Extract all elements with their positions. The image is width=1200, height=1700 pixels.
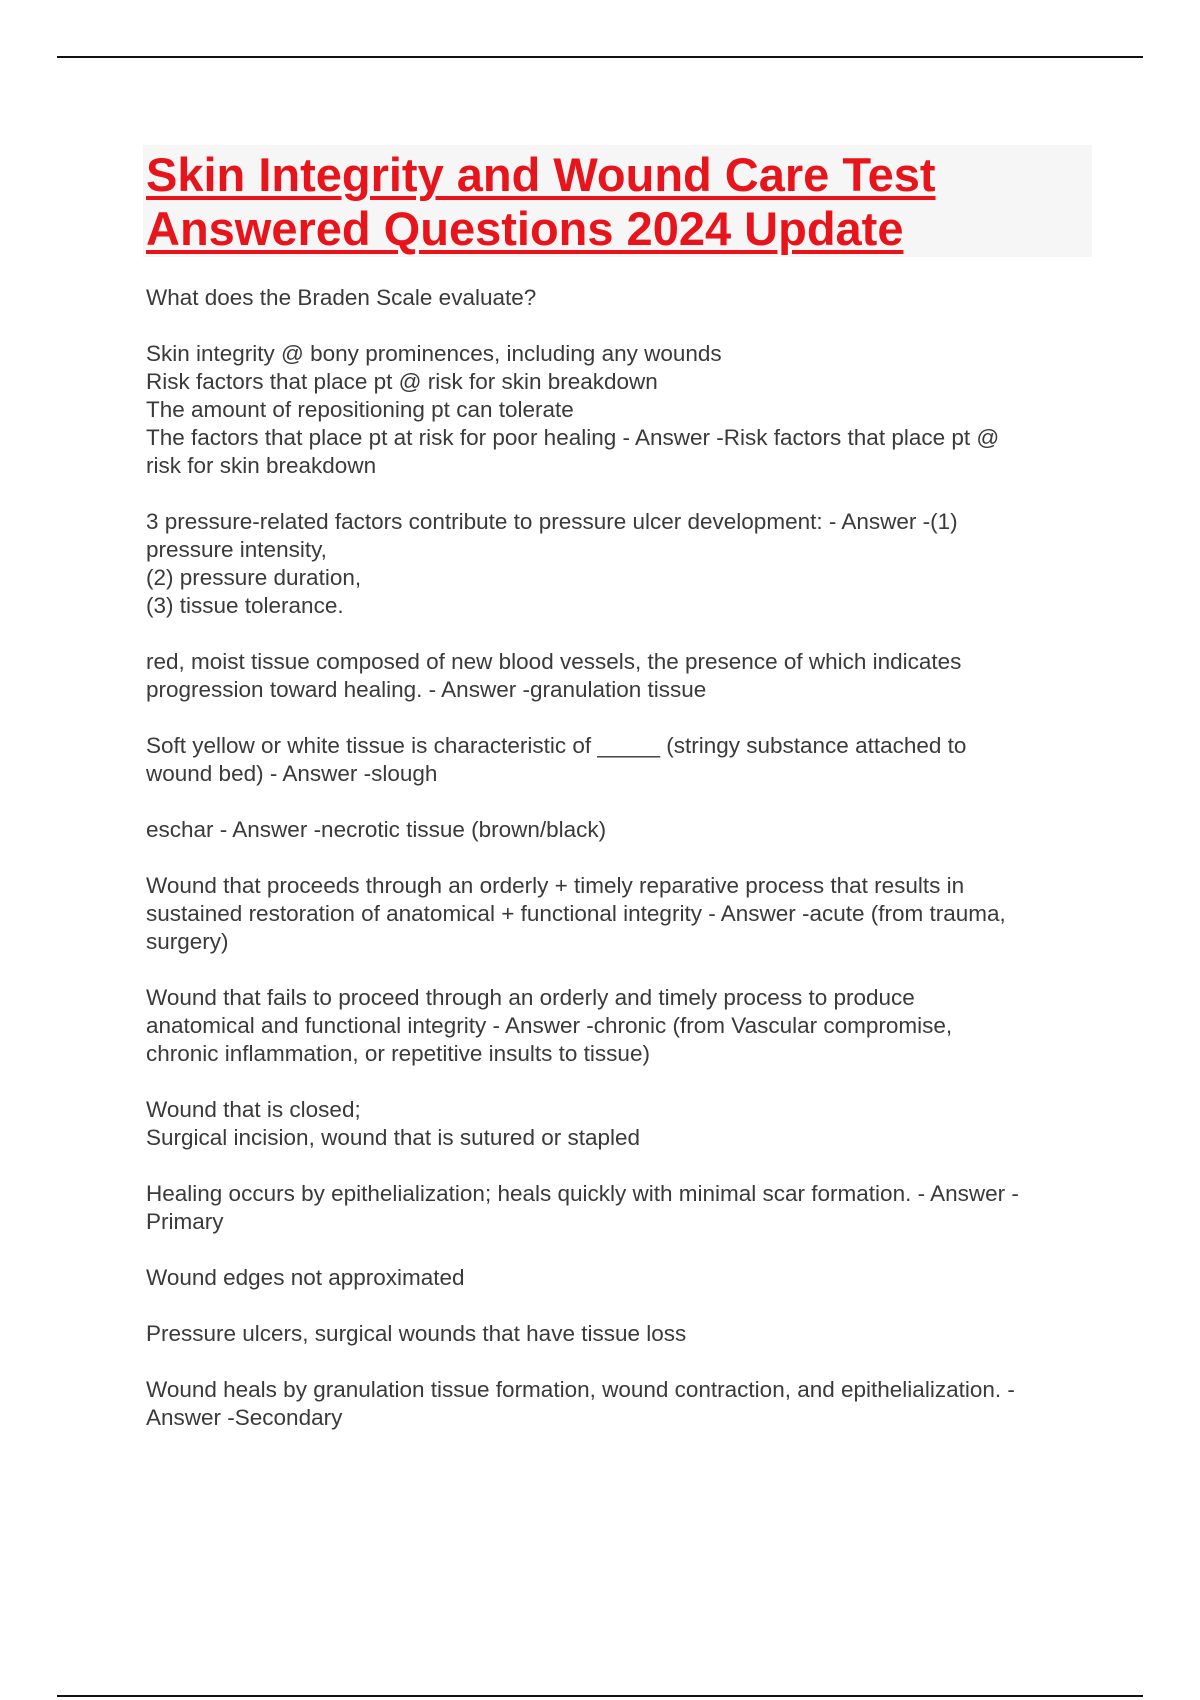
paragraph-line: Healing occurs by epithelialization; heals quickly with minimal scar formation. - Answer -: [146, 1181, 1019, 1206]
qa-paragraph: [146, 340, 1086, 480]
paragraph-line: Primary: [146, 1209, 224, 1234]
qa-paragraph: [146, 732, 1086, 788]
qa-paragraph: [146, 1264, 1086, 1292]
qa-paragraph: [146, 508, 1086, 620]
paragraph-line: (2) pressure duration,: [146, 565, 362, 590]
qa-paragraph: [146, 1320, 1086, 1348]
paragraph-line: sustained restoration of anatomical + functional integrity - Answer -acute (from trauma,: [146, 901, 1006, 926]
paragraph-line: Skin integrity @ bony prominences, including any wounds: [146, 341, 722, 366]
paragraph-line: anatomical and functional integrity - Answer -chronic (from Vascular compromise,: [146, 1013, 953, 1038]
document-title-line-2: Answered Questions 2024 Update: [146, 202, 904, 255]
paragraph-line: 3 pressure-related factors contribute to pressure ulcer development: - Answer -(1): [146, 509, 958, 534]
paragraph-line: progression toward healing. - Answer -granulation tissue: [146, 677, 707, 702]
paragraph-line: What does the Braden Scale evaluate?: [146, 285, 537, 310]
document-title-line-1: Skin Integrity and Wound Care Test: [146, 148, 936, 201]
paragraph-line: Surgical incision, wound that is sutured or stapled: [146, 1125, 641, 1150]
paragraph-line: Wound that is closed;: [146, 1097, 361, 1122]
paragraph-line: chronic inflammation, or repetitive insults to tissue): [146, 1041, 650, 1066]
paragraph-line: Risk factors that place pt @ risk for skin breakdown: [146, 369, 658, 394]
qa-paragraph: [146, 1376, 1086, 1432]
paragraph-line: Wound heals by granulation tissue formation, wound contraction, and epithelialization. -: [146, 1377, 1015, 1402]
paragraph-line: pressure intensity,: [146, 537, 327, 562]
qa-paragraph: [146, 984, 1086, 1068]
paragraph-line: Wound that fails to proceed through an orderly and timely process to produce: [146, 985, 915, 1010]
paragraph-line: Wound edges not approximated: [146, 1265, 465, 1290]
qa-paragraph: [146, 1180, 1086, 1236]
qa-paragraph: [146, 284, 1086, 312]
paragraph-line: Pressure ulcers, surgical wounds that have tissue loss: [146, 1321, 687, 1346]
title-block: [143, 145, 1092, 257]
paragraph-line: Wound that proceeds through an orderly + timely reparative process that results in: [146, 873, 965, 898]
header-rule: [57, 56, 1143, 58]
paragraph-line: Soft yellow or white tissue is characteristic of _____ (stringy substance attached to: [146, 733, 967, 758]
qa-paragraph: [146, 872, 1086, 956]
paragraph-line: The amount of repositioning pt can tolerate: [146, 397, 574, 422]
paragraph-line: surgery): [146, 929, 229, 954]
document-body: [146, 284, 1086, 1460]
paragraph-line: wound bed) - Answer -slough: [146, 761, 438, 786]
qa-paragraph: [146, 1096, 1086, 1152]
paragraph-line: red, moist tissue composed of new blood vessels, the presence of which indicates: [146, 649, 962, 674]
qa-paragraph: [146, 648, 1086, 704]
paragraph-line: Answer -Secondary: [146, 1405, 343, 1430]
footer-rule: [57, 1695, 1143, 1697]
paragraph-line: eschar - Answer -necrotic tissue (brown/black): [146, 817, 607, 842]
qa-paragraph: [146, 816, 1086, 844]
paragraph-line: (3) tissue tolerance.: [146, 593, 344, 618]
paragraph-line: The factors that place pt at risk for poor healing - Answer -Risk factors that place pt @: [146, 425, 1000, 450]
paragraph-line: risk for skin breakdown: [146, 453, 377, 478]
